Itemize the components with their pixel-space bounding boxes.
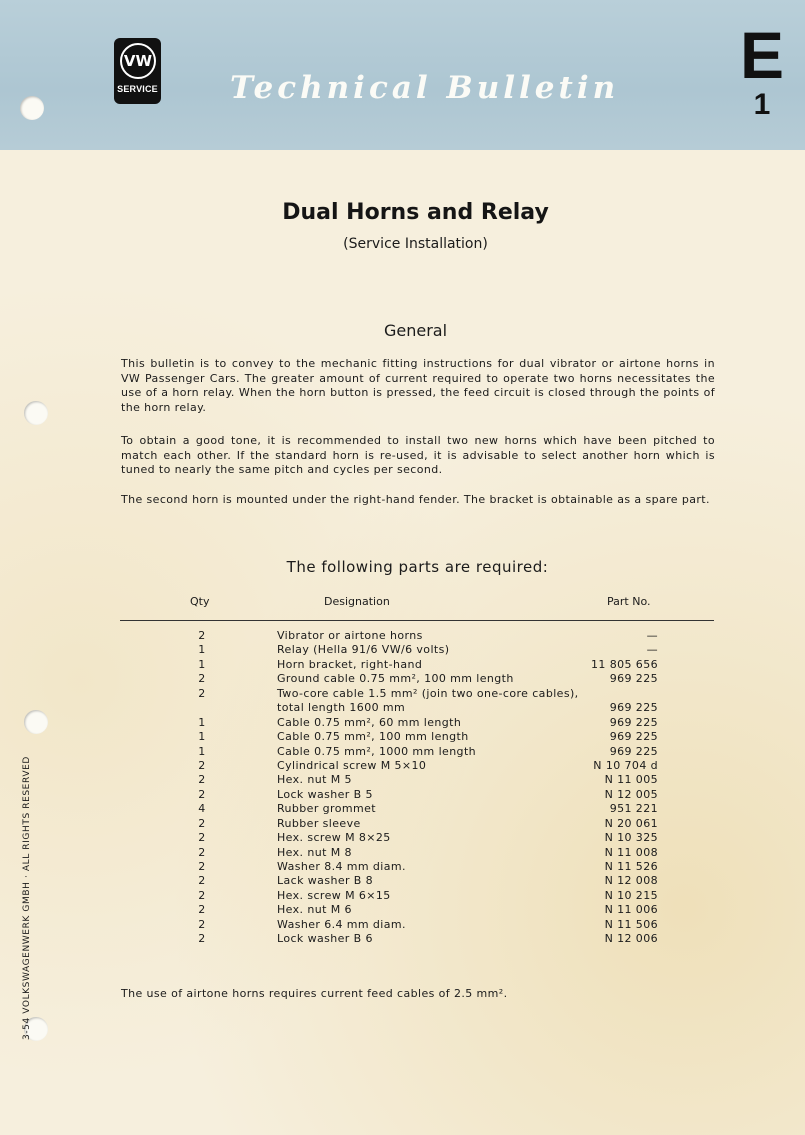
document-subtitle: (Service Installation) <box>343 236 488 252</box>
qty-cell: 2 <box>198 773 206 787</box>
designation-cell: Relay (Hella 91/6 VW/6 volts) <box>277 643 450 657</box>
qty-cell: 2 <box>198 629 206 642</box>
part-no-cell: N 11 506 <box>604 917 658 931</box>
part-no-cell: N 10 704 d <box>593 758 658 772</box>
designation-cell: Cylindrical screw M 5×10 <box>277 758 427 772</box>
table-row <box>0 918 805 932</box>
qty-cell: 2 <box>198 831 206 845</box>
part-no-cell: N 11 005 <box>604 773 658 787</box>
qty-cell: 1 <box>198 657 206 671</box>
qty-cell: 2 <box>198 787 206 801</box>
table-row <box>0 817 805 831</box>
table-row <box>0 831 805 845</box>
table-row <box>0 846 805 860</box>
part-no-cell: 969 225 <box>609 701 658 715</box>
document-title: Dual Horns and Relay <box>282 200 549 225</box>
parts-heading: The following parts are required: <box>286 558 549 576</box>
table-row <box>0 629 805 643</box>
part-no-cell: N 10 215 <box>604 888 658 902</box>
qty-cell: 1 <box>198 730 206 744</box>
column-header-qty: Qty <box>190 595 210 608</box>
paragraph: To obtain a good tone, it is recommended to install two new horns which have been pitched to match each other. If the standard horn is re-used, it is advisable to select another horn which is tuned to nearly the same pitch and cycles per second. <box>121 434 715 476</box>
designation-cell: Rubber grommet <box>277 802 376 816</box>
designation-cell: Washer 6.4 mm diam. <box>277 917 406 931</box>
part-no-cell: — <box>646 643 658 657</box>
part-no-cell: 969 225 <box>609 715 658 729</box>
qty-cell: 2 <box>198 686 206 700</box>
footnote: The use of airtone horns requires current feed cables of 2.5 mm². <box>121 987 508 1000</box>
section-number: 1 <box>753 88 771 121</box>
table-row <box>0 759 805 773</box>
table-row <box>0 860 805 874</box>
designation-cell: Lack washer B 8 <box>277 874 374 888</box>
vw-logo-icon: VW <box>120 43 156 79</box>
part-no-cell: N 12 005 <box>604 787 658 801</box>
qty-cell: 2 <box>198 758 206 772</box>
part-no-cell: 969 225 <box>609 744 658 758</box>
table-row <box>0 745 805 759</box>
designation-cell: Hex. nut M 5 <box>277 773 352 787</box>
paragraph: This bulletin is to convey to the mechanic fitting instructions for dual vibrator or airtone horns in VW Passenger Cars. The greater amount of current required to operate two horns necessitates the use of a horn relay. When the horn button is pressed, the feed circuit is closed through the points of the horn relay. <box>121 357 715 414</box>
part-no-cell: N 12 006 <box>604 932 658 946</box>
header-band <box>0 0 805 150</box>
table-row <box>0 658 805 672</box>
qty-cell: 2 <box>198 874 206 888</box>
qty-cell: 2 <box>198 816 206 830</box>
qty-cell: 2 <box>198 917 206 931</box>
punch-hole <box>24 401 48 425</box>
vw-service-logo <box>114 38 161 104</box>
part-no-cell: N 12 008 <box>604 874 658 888</box>
table-row <box>0 874 805 888</box>
table-row <box>0 802 805 816</box>
designation-cell: Cable 0.75 mm², 60 mm length <box>277 715 462 729</box>
part-no-cell: N 11 006 <box>604 903 658 917</box>
qty-cell: 2 <box>198 845 206 859</box>
part-no-cell: 951 221 <box>609 802 658 816</box>
table-row <box>0 730 805 744</box>
part-no-cell: N 11 008 <box>604 845 658 859</box>
table-row <box>0 672 805 686</box>
parts-table <box>0 629 805 947</box>
qty-cell: 2 <box>198 672 206 686</box>
copyright-note: 3-54 VOLKSWAGENWERK GMBH · ALL RIGHTS RESERVED <box>22 756 32 1040</box>
table-header-rule <box>120 620 714 621</box>
bulletin-title: Technical Bulletin <box>230 70 620 106</box>
part-no-cell: N 11 526 <box>604 860 658 873</box>
paragraph: The second horn is mounted under the right-hand fender. The bracket is obtainable as a spare part. <box>121 493 710 506</box>
designation-cell: Two-core cable 1.5 mm² (join two one-core cables), total length 1600 mm <box>277 686 579 715</box>
designation-cell: Rubber sleeve <box>277 816 361 830</box>
designation-cell: Vibrator or airtone horns <box>277 629 423 642</box>
table-row <box>0 788 805 802</box>
qty-cell: 2 <box>198 903 206 917</box>
designation-cell: Horn bracket, right-hand <box>277 657 423 671</box>
table-row <box>0 932 805 946</box>
qty-cell: 2 <box>198 932 206 946</box>
qty-cell: 1 <box>198 715 206 729</box>
designation-cell: Ground cable 0.75 mm², 100 mm length <box>277 672 514 686</box>
designation-cell: Cable 0.75 mm², 1000 mm length <box>277 744 477 758</box>
designation-cell: Washer 8.4 mm diam. <box>277 860 406 874</box>
qty-cell: 2 <box>198 860 206 874</box>
column-header-part-no: Part No. <box>607 595 651 608</box>
designation-cell: Lock washer B 5 <box>277 787 373 801</box>
section-heading-general: General <box>383 321 448 340</box>
part-no-cell: — <box>646 628 658 642</box>
designation-cell: Lock washer B 6 <box>277 932 373 946</box>
qty-cell: 1 <box>198 643 206 657</box>
qty-cell: 1 <box>198 744 206 758</box>
qty-cell: 4 <box>198 802 206 816</box>
designation-cell: Hex. screw M 6×15 <box>277 888 391 902</box>
part-no-cell: 969 225 <box>609 672 658 686</box>
column-header-designation: Designation <box>324 595 390 608</box>
table-row <box>0 889 805 903</box>
designation-cell: Cable 0.75 mm², 100 mm length <box>277 730 469 744</box>
table-row <box>0 687 805 716</box>
table-row <box>0 643 805 657</box>
table-row <box>0 903 805 917</box>
qty-cell: 2 <box>198 888 206 902</box>
logo-label: SERVICE <box>117 84 158 94</box>
punch-hole <box>20 96 44 120</box>
part-no-cell: N 10 325 <box>604 831 658 845</box>
part-no-cell: N 20 061 <box>604 816 658 830</box>
section-letter: E <box>739 18 785 92</box>
table-row <box>0 716 805 730</box>
designation-cell: Hex. screw M 8×25 <box>277 831 391 845</box>
designation-cell: Hex. nut M 8 <box>277 845 352 859</box>
designation-cell: Hex. nut M 6 <box>277 903 352 917</box>
part-no-cell: 11 805 656 <box>591 657 658 671</box>
table-row <box>0 773 805 787</box>
part-no-cell: 969 225 <box>609 730 658 744</box>
